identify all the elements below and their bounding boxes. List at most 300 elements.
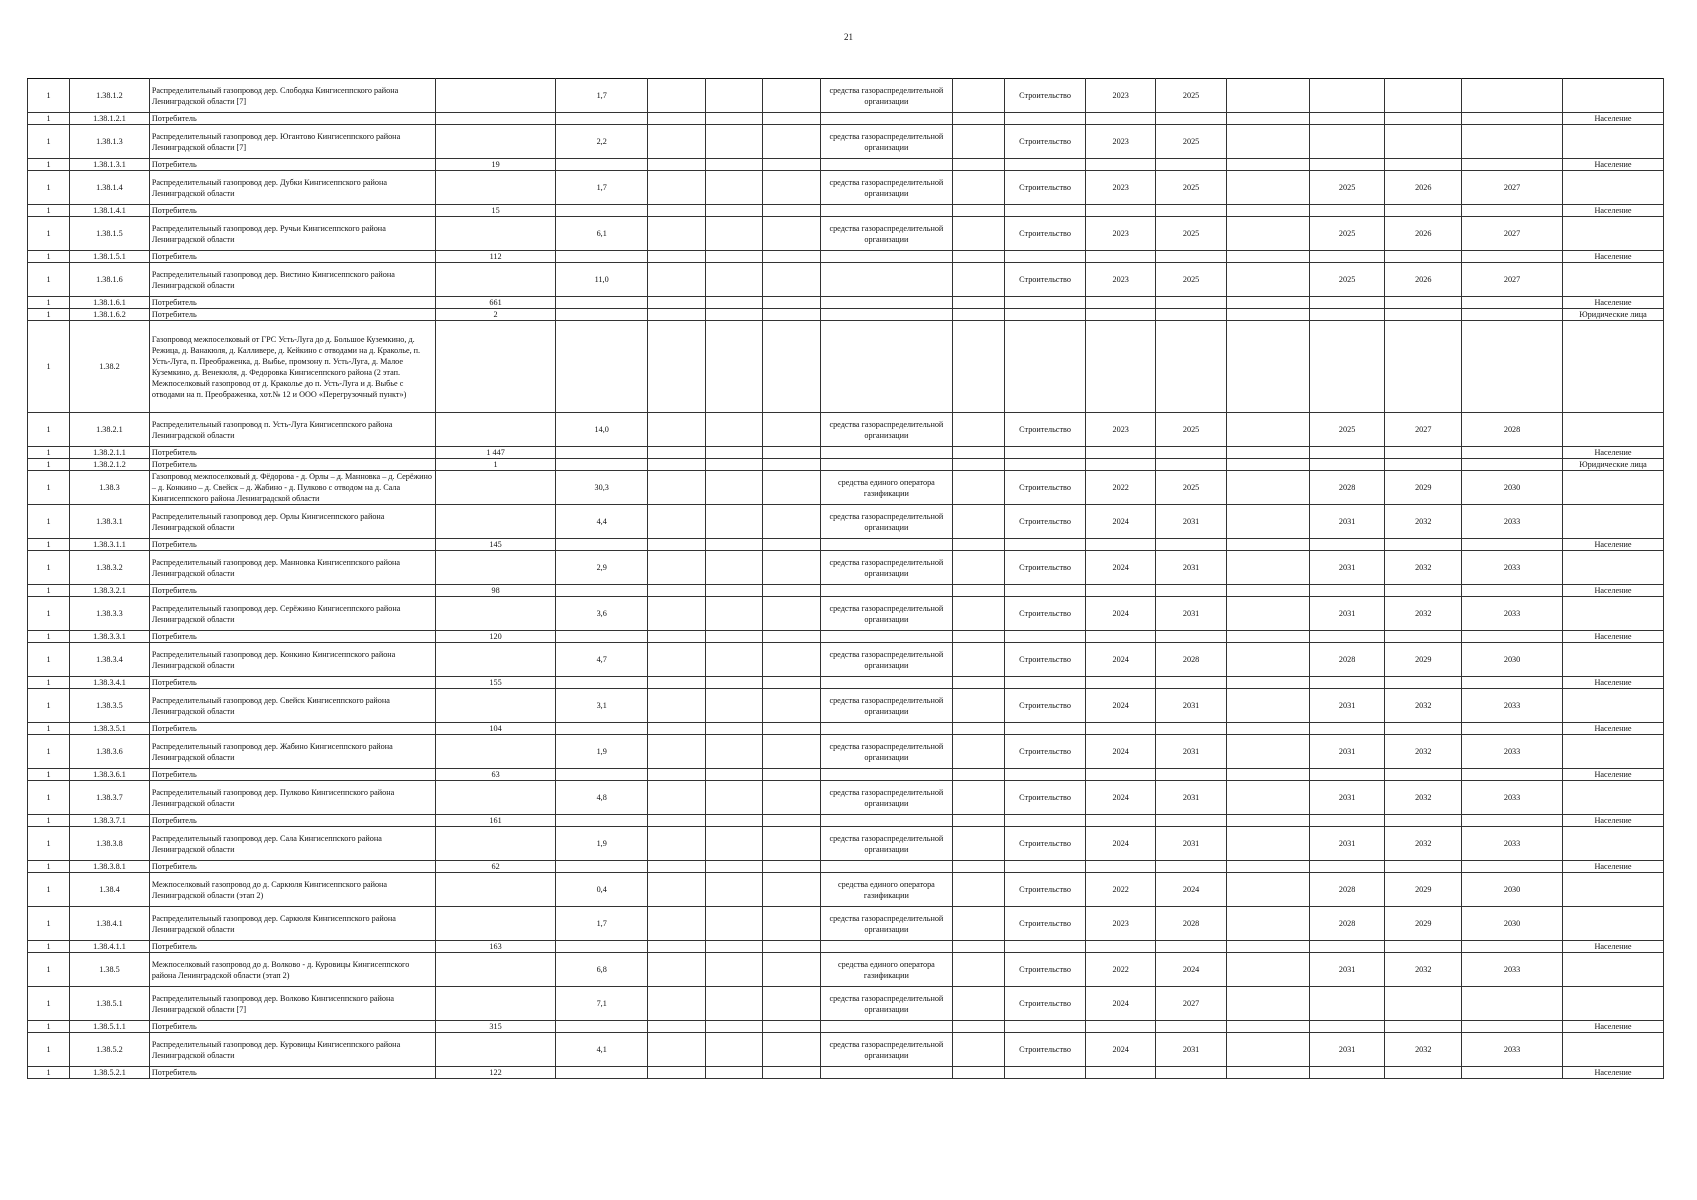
pipeline-row — [28, 125, 1664, 159]
empty-cell — [1226, 309, 1309, 321]
consumer-category-cell: Население — [1562, 251, 1663, 263]
end-year-cell — [1156, 321, 1226, 413]
funding-source-cell: средства газораспределительной организации — [821, 505, 952, 539]
end-year-cell: 2031 — [1156, 689, 1226, 723]
consumer-category-cell: Население — [1562, 585, 1663, 597]
end-year-cell: 2024 — [1156, 873, 1226, 907]
empty-cell — [647, 113, 705, 125]
empty-cell — [1226, 413, 1309, 447]
length-cell: 6,1 — [556, 217, 647, 251]
section-cell: 1 — [28, 159, 70, 171]
connection-end-year-cell: 2030 — [1462, 907, 1563, 941]
empty-cell — [952, 735, 1005, 769]
empty-cell — [952, 551, 1005, 585]
connection-mid-year-cell: 2029 — [1385, 873, 1462, 907]
empty-cell — [1226, 907, 1309, 941]
code-cell: 1.38.2.1 — [70, 413, 150, 447]
section-cell: 1 — [28, 125, 70, 159]
empty-cell — [763, 447, 821, 459]
consumers-count-cell — [435, 113, 556, 125]
empty-cell — [952, 217, 1005, 251]
empty-cell — [1226, 1067, 1309, 1079]
connection-end-year-cell — [1462, 941, 1563, 953]
pipeline-row — [28, 79, 1664, 113]
funding-source-cell — [821, 321, 952, 413]
object-name-cell: Потребитель — [149, 585, 435, 597]
empty-cell — [1226, 263, 1309, 297]
empty-cell — [952, 159, 1005, 171]
start-year-cell: 2024 — [1086, 689, 1156, 723]
connection-mid-year-cell — [1385, 459, 1462, 471]
end-year-cell: 2025 — [1156, 263, 1226, 297]
consumer-category-cell — [1562, 689, 1663, 723]
empty-cell — [763, 413, 821, 447]
start-year-cell: 2024 — [1086, 987, 1156, 1021]
empty-cell — [952, 953, 1005, 987]
empty-cell — [647, 251, 705, 263]
consumer-category-cell — [1562, 735, 1663, 769]
code-cell: 1.38.1.6.2 — [70, 309, 150, 321]
funding-source-cell: средства газораспределительной организации — [821, 907, 952, 941]
consumer-category-cell — [1562, 413, 1663, 447]
length-cell — [556, 631, 647, 643]
pipeline-row — [28, 987, 1664, 1021]
connection-start-year-cell — [1309, 459, 1385, 471]
connection-mid-year-cell: 2032 — [1385, 505, 1462, 539]
empty-cell — [1226, 769, 1309, 781]
object-name-cell: Потребитель — [149, 1021, 435, 1033]
empty-cell — [952, 769, 1005, 781]
pipeline-row — [28, 471, 1664, 505]
connection-end-year-cell: 2033 — [1462, 551, 1563, 585]
empty-cell — [647, 297, 705, 309]
empty-cell — [952, 125, 1005, 159]
work-type-cell: Строительство — [1005, 125, 1086, 159]
object-name-cell: Потребитель — [149, 723, 435, 735]
connection-mid-year-cell — [1385, 769, 1462, 781]
object-name-cell: Распределительный газопровод дер. Куровицы Кингисеппского района Ленинградской области — [149, 1033, 435, 1067]
start-year-cell — [1086, 447, 1156, 459]
work-type-cell — [1005, 631, 1086, 643]
connection-end-year-cell: 2028 — [1462, 413, 1563, 447]
empty-cell — [763, 79, 821, 113]
code-cell: 1.38.1.2.1 — [70, 113, 150, 125]
connection-mid-year-cell — [1385, 585, 1462, 597]
empty-cell — [952, 987, 1005, 1021]
funding-source-cell: средства газораспределительной организации — [821, 735, 952, 769]
section-cell: 1 — [28, 263, 70, 297]
section-cell: 1 — [28, 205, 70, 217]
length-cell: 0,4 — [556, 873, 647, 907]
empty-cell — [763, 769, 821, 781]
empty-cell — [705, 113, 763, 125]
code-cell: 1.38.2.1.2 — [70, 459, 150, 471]
empty-cell — [763, 631, 821, 643]
object-name-cell: Потребитель — [149, 205, 435, 217]
consumer-row — [28, 941, 1664, 953]
work-type-cell: Строительство — [1005, 735, 1086, 769]
empty-cell — [952, 459, 1005, 471]
empty-cell — [705, 309, 763, 321]
connection-start-year-cell — [1309, 321, 1385, 413]
consumer-category-cell — [1562, 217, 1663, 251]
empty-cell — [705, 297, 763, 309]
empty-cell — [763, 941, 821, 953]
empty-cell — [952, 941, 1005, 953]
length-cell: 3,1 — [556, 689, 647, 723]
section-cell: 1 — [28, 505, 70, 539]
end-year-cell — [1156, 861, 1226, 873]
length-cell: 4,8 — [556, 781, 647, 815]
connection-end-year-cell — [1462, 631, 1563, 643]
code-cell: 1.38.1.5.1 — [70, 251, 150, 263]
code-cell: 1.38.5.1.1 — [70, 1021, 150, 1033]
connection-end-year-cell: 2030 — [1462, 873, 1563, 907]
funding-source-cell — [821, 309, 952, 321]
start-year-cell: 2022 — [1086, 953, 1156, 987]
start-year-cell: 2023 — [1086, 125, 1156, 159]
connection-mid-year-cell: 2026 — [1385, 263, 1462, 297]
funding-source-cell — [821, 861, 952, 873]
page-number: 21 — [844, 32, 853, 42]
empty-cell — [1226, 321, 1309, 413]
empty-cell — [952, 263, 1005, 297]
empty-cell — [705, 551, 763, 585]
consumer-category-cell: Население — [1562, 159, 1663, 171]
start-year-cell — [1086, 631, 1156, 643]
consumer-category-cell: Юридические лица — [1562, 459, 1663, 471]
connection-start-year-cell: 2031 — [1309, 735, 1385, 769]
empty-cell — [647, 321, 705, 413]
connection-mid-year-cell — [1385, 79, 1462, 113]
funding-source-cell: средства газораспределительной организации — [821, 79, 952, 113]
consumer-category-cell — [1562, 597, 1663, 631]
empty-cell — [1226, 723, 1309, 735]
empty-cell — [1226, 159, 1309, 171]
empty-cell — [763, 159, 821, 171]
work-type-cell — [1005, 309, 1086, 321]
work-type-cell — [1005, 1067, 1086, 1079]
empty-cell — [763, 723, 821, 735]
end-year-cell: 2031 — [1156, 781, 1226, 815]
object-name-cell: Потребитель — [149, 815, 435, 827]
empty-cell — [1226, 551, 1309, 585]
connection-end-year-cell — [1462, 585, 1563, 597]
work-type-cell: Строительство — [1005, 827, 1086, 861]
connection-start-year-cell — [1309, 941, 1385, 953]
code-cell: 1.38.3.5.1 — [70, 723, 150, 735]
empty-cell — [952, 471, 1005, 505]
consumer-row — [28, 769, 1664, 781]
object-name-cell: Потребитель — [149, 677, 435, 689]
work-type-cell: Строительство — [1005, 471, 1086, 505]
empty-cell — [705, 953, 763, 987]
empty-cell — [647, 159, 705, 171]
empty-cell — [647, 1021, 705, 1033]
work-type-cell: Строительство — [1005, 781, 1086, 815]
connection-start-year-cell: 2025 — [1309, 263, 1385, 297]
connection-end-year-cell — [1462, 1067, 1563, 1079]
work-type-cell: Строительство — [1005, 505, 1086, 539]
connection-end-year-cell — [1462, 251, 1563, 263]
empty-cell — [763, 297, 821, 309]
code-cell: 1.38.1.6.1 — [70, 297, 150, 309]
consumers-count-cell — [435, 79, 556, 113]
end-year-cell: 2031 — [1156, 735, 1226, 769]
section-cell: 1 — [28, 321, 70, 413]
code-cell: 1.38.5.1 — [70, 987, 150, 1021]
object-name-cell: Потребитель — [149, 251, 435, 263]
object-name-cell: Распределительный газопровод дер. Югантово Кингисеппского района Ленинградской области [7] — [149, 125, 435, 159]
empty-cell — [763, 171, 821, 205]
empty-cell — [1226, 987, 1309, 1021]
connection-end-year-cell — [1462, 539, 1563, 551]
connection-end-year-cell: 2027 — [1462, 217, 1563, 251]
connection-end-year-cell — [1462, 815, 1563, 827]
section-cell: 1 — [28, 677, 70, 689]
connection-end-year-cell — [1462, 159, 1563, 171]
object-name-cell: Потребитель — [149, 941, 435, 953]
empty-cell — [705, 159, 763, 171]
empty-cell — [952, 689, 1005, 723]
empty-cell — [1226, 251, 1309, 263]
section-cell: 1 — [28, 459, 70, 471]
pipeline-row — [28, 873, 1664, 907]
empty-cell — [763, 689, 821, 723]
consumer-category-cell — [1562, 827, 1663, 861]
empty-cell — [763, 113, 821, 125]
connection-mid-year-cell: 2027 — [1385, 413, 1462, 447]
funding-source-cell: средства газораспределительной организации — [821, 125, 952, 159]
end-year-cell — [1156, 585, 1226, 597]
connection-mid-year-cell — [1385, 941, 1462, 953]
start-year-cell: 2023 — [1086, 907, 1156, 941]
start-year-cell — [1086, 251, 1156, 263]
object-name-cell: Потребитель — [149, 309, 435, 321]
end-year-cell — [1156, 815, 1226, 827]
work-type-cell: Строительство — [1005, 643, 1086, 677]
section-cell: 1 — [28, 735, 70, 769]
end-year-cell: 2031 — [1156, 597, 1226, 631]
work-type-cell — [1005, 251, 1086, 263]
consumers-count-cell: 1 447 — [435, 447, 556, 459]
connection-start-year-cell — [1309, 987, 1385, 1021]
empty-cell — [1226, 873, 1309, 907]
length-cell: 1,9 — [556, 735, 647, 769]
funding-source-cell — [821, 631, 952, 643]
consumer-category-cell — [1562, 125, 1663, 159]
empty-cell — [763, 1067, 821, 1079]
connection-mid-year-cell — [1385, 309, 1462, 321]
start-year-cell — [1086, 815, 1156, 827]
funding-source-cell: средства единого оператора газификации — [821, 953, 952, 987]
connection-start-year-cell — [1309, 159, 1385, 171]
length-cell: 4,4 — [556, 505, 647, 539]
consumers-count-cell: 112 — [435, 251, 556, 263]
empty-cell — [705, 413, 763, 447]
start-year-cell: 2022 — [1086, 873, 1156, 907]
consumers-count-cell — [435, 551, 556, 585]
object-name-cell: Потребитель — [149, 113, 435, 125]
code-cell: 1.38.3.6.1 — [70, 769, 150, 781]
start-year-cell — [1086, 585, 1156, 597]
end-year-cell — [1156, 941, 1226, 953]
section-cell: 1 — [28, 1033, 70, 1067]
start-year-cell: 2023 — [1086, 413, 1156, 447]
length-cell — [556, 205, 647, 217]
code-cell: 1.38.3.1 — [70, 505, 150, 539]
connection-mid-year-cell: 2029 — [1385, 471, 1462, 505]
pipeline-row — [28, 321, 1664, 413]
empty-cell — [705, 987, 763, 1021]
consumer-category-cell — [1562, 987, 1663, 1021]
empty-cell — [647, 505, 705, 539]
connection-end-year-cell — [1462, 205, 1563, 217]
funding-source-cell — [821, 1021, 952, 1033]
start-year-cell — [1086, 539, 1156, 551]
section-cell: 1 — [28, 1067, 70, 1079]
section-cell: 1 — [28, 217, 70, 251]
empty-cell — [705, 873, 763, 907]
connection-end-year-cell: 2027 — [1462, 263, 1563, 297]
empty-cell — [952, 413, 1005, 447]
empty-cell — [705, 505, 763, 539]
consumer-category-cell: Население — [1562, 205, 1663, 217]
start-year-cell: 2024 — [1086, 827, 1156, 861]
empty-cell — [705, 447, 763, 459]
pipeline-row — [28, 263, 1664, 297]
work-type-cell — [1005, 113, 1086, 125]
empty-cell — [1226, 827, 1309, 861]
start-year-cell: 2022 — [1086, 471, 1156, 505]
length-cell — [556, 723, 647, 735]
object-name-cell: Распределительный газопровод дер. Пулково Кингисеппского района Ленинградской области — [149, 781, 435, 815]
connection-end-year-cell — [1462, 723, 1563, 735]
length-cell: 3,6 — [556, 597, 647, 631]
section-cell: 1 — [28, 781, 70, 815]
section-cell: 1 — [28, 941, 70, 953]
start-year-cell — [1086, 723, 1156, 735]
empty-cell — [1226, 113, 1309, 125]
empty-cell — [705, 79, 763, 113]
work-type-cell — [1005, 297, 1086, 309]
code-cell: 1.38.4 — [70, 873, 150, 907]
work-type-cell: Строительство — [1005, 79, 1086, 113]
connection-mid-year-cell: 2026 — [1385, 171, 1462, 205]
end-year-cell: 2031 — [1156, 827, 1226, 861]
pipeline-row — [28, 171, 1664, 205]
empty-cell — [647, 781, 705, 815]
connection-start-year-cell: 2031 — [1309, 505, 1385, 539]
object-name-cell: Газопровод межпоселковый от ГРС Усть-Луга до д. Большое Куземкино, д. Режица, д. Ванакюля, д. Калливере, д. Кейкино с отводами на д. Краколье, п. Усть-Луга, п. Преображенка, д. Выбье, промзону п. Усть-Луга, д. Малое Куземкино, д. Венекюля, д. Федоровка Кингисеппского района (2 этап. Межпоселковый газопровод от д. Краколье до п. Усть-Луга и д. Выбье с отводами на п. Преображенка, хот.№ 12 и ООО «Перегрузочный пункт») — [149, 321, 435, 413]
length-cell — [556, 1021, 647, 1033]
empty-cell — [763, 205, 821, 217]
empty-cell — [763, 597, 821, 631]
consumer-row — [28, 539, 1664, 551]
object-name-cell: Межпоселковый газопровод до д. Саркюля Кингисеппского района Ленинградской области (этап 2) — [149, 873, 435, 907]
section-cell: 1 — [28, 953, 70, 987]
end-year-cell: 2028 — [1156, 643, 1226, 677]
empty-cell — [763, 677, 821, 689]
empty-cell — [763, 125, 821, 159]
work-type-cell — [1005, 677, 1086, 689]
object-name-cell: Распределительный газопровод дер. Свейск Кингисеппского района Ленинградской области — [149, 689, 435, 723]
consumers-count-cell — [435, 413, 556, 447]
empty-cell — [952, 171, 1005, 205]
consumer-category-cell: Население — [1562, 861, 1663, 873]
connection-mid-year-cell — [1385, 677, 1462, 689]
empty-cell — [647, 309, 705, 321]
connection-end-year-cell: 2030 — [1462, 471, 1563, 505]
consumer-row — [28, 631, 1664, 643]
funding-source-cell — [821, 113, 952, 125]
consumer-category-cell: Население — [1562, 1067, 1663, 1079]
section-cell: 1 — [28, 551, 70, 585]
code-cell: 1.38.3.6 — [70, 735, 150, 769]
object-name-cell: Распределительный газопровод дер. Серёжино Кингисеппского района Ленинградской области — [149, 597, 435, 631]
end-year-cell: 2031 — [1156, 1033, 1226, 1067]
work-type-cell — [1005, 539, 1086, 551]
connection-end-year-cell — [1462, 321, 1563, 413]
length-cell: 1,7 — [556, 79, 647, 113]
code-cell: 1.38.3.4 — [70, 643, 150, 677]
pipeline-row — [28, 1033, 1664, 1067]
empty-cell — [1226, 125, 1309, 159]
code-cell: 1.38.2 — [70, 321, 150, 413]
start-year-cell: 2024 — [1086, 643, 1156, 677]
connection-end-year-cell — [1462, 113, 1563, 125]
start-year-cell — [1086, 941, 1156, 953]
empty-cell — [647, 1067, 705, 1079]
empty-cell — [763, 471, 821, 505]
work-type-cell — [1005, 941, 1086, 953]
work-type-cell — [1005, 447, 1086, 459]
empty-cell — [763, 1033, 821, 1067]
consumer-row — [28, 723, 1664, 735]
connection-start-year-cell: 2025 — [1309, 413, 1385, 447]
empty-cell — [763, 585, 821, 597]
end-year-cell: 2028 — [1156, 907, 1226, 941]
work-type-cell — [1005, 585, 1086, 597]
object-name-cell: Распределительный газопровод дер. Сала Кингисеппского района Ленинградской области — [149, 827, 435, 861]
section-cell: 1 — [28, 815, 70, 827]
empty-cell — [1226, 643, 1309, 677]
connection-mid-year-cell — [1385, 297, 1462, 309]
connection-end-year-cell — [1462, 125, 1563, 159]
start-year-cell: 2023 — [1086, 217, 1156, 251]
connection-end-year-cell — [1462, 447, 1563, 459]
consumers-count-cell — [435, 781, 556, 815]
empty-cell — [705, 217, 763, 251]
consumers-count-cell: 161 — [435, 815, 556, 827]
consumer-category-cell — [1562, 263, 1663, 297]
consumers-count-cell — [435, 1033, 556, 1067]
connection-start-year-cell: 2031 — [1309, 827, 1385, 861]
empty-cell — [952, 1067, 1005, 1079]
empty-cell — [647, 551, 705, 585]
length-cell: 11,0 — [556, 263, 647, 297]
consumers-count-cell: 120 — [435, 631, 556, 643]
connection-mid-year-cell — [1385, 1021, 1462, 1033]
funding-source-cell: средства газораспределительной организации — [821, 781, 952, 815]
consumers-count-cell — [435, 125, 556, 159]
connection-start-year-cell — [1309, 251, 1385, 263]
end-year-cell: 2024 — [1156, 953, 1226, 987]
empty-cell — [647, 471, 705, 505]
funding-source-cell: средства газораспределительной организации — [821, 171, 952, 205]
connection-mid-year-cell — [1385, 815, 1462, 827]
empty-cell — [763, 263, 821, 297]
